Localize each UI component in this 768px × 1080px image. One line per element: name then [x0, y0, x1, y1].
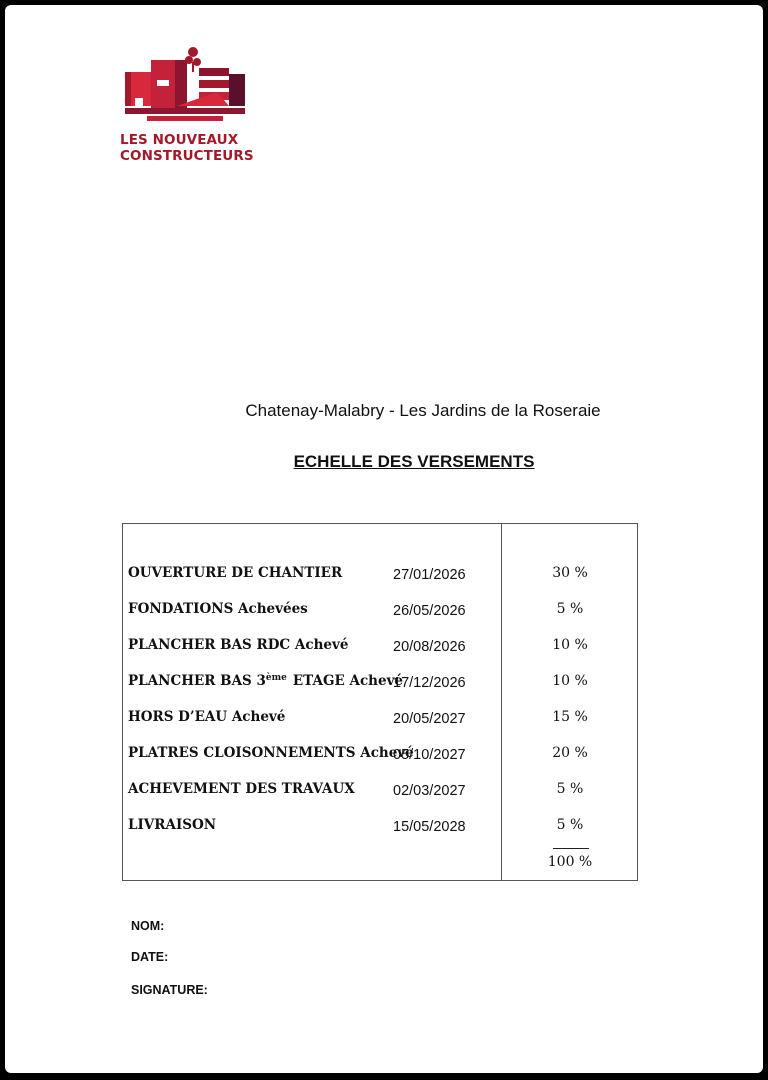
milestone-percent: 20 %: [552, 745, 588, 761]
milestone-label-suffix: ETAGE Achevé: [292, 673, 404, 689]
milestone-date: 05/10/2027: [393, 747, 466, 763]
milestone-label: ACHEVEMENT DES TRAVAUX: [128, 781, 355, 797]
milestone-date: 26/05/2026: [393, 603, 466, 619]
milestone-date: 02/03/2027: [393, 783, 466, 799]
total-percent: 100 %: [547, 854, 593, 870]
milestone-percent: 10 %: [552, 673, 588, 689]
milestone-label: LIVRAISON: [128, 817, 217, 833]
milestone-label-prefix: PLANCHER BAS 3: [128, 673, 266, 689]
logo-line-2: CONSTRUCTEURS: [120, 148, 254, 164]
project-title: Chatenay-Malabry - Les Jardins de la Roseraie: [245, 401, 601, 420]
milestone-label: FONDATIONS Achevées: [128, 601, 308, 617]
milestone-label: OUVERTURE DE CHANTIER: [128, 565, 343, 581]
payment-schedule-table: [122, 523, 638, 881]
milestone-label: PLANCHER BAS RDC Achevé: [128, 637, 349, 653]
milestone-date: 15/05/2028: [393, 819, 466, 835]
schedule-row: [123, 601, 637, 623]
milestone-label: [128, 673, 403, 689]
schedule-row: [123, 817, 637, 839]
signature-field-label: SIGNATURE:: [131, 983, 208, 997]
schedule-row: [123, 673, 637, 695]
milestone-percent: 5 %: [556, 601, 584, 617]
milestone-date: 17/12/2026: [393, 675, 466, 691]
milestone-percent: 10 %: [552, 637, 588, 653]
total-rule: [553, 848, 589, 849]
milestone-percent: 30 %: [552, 565, 588, 581]
milestone-date: 20/08/2026: [393, 639, 466, 655]
milestone-date: 20/05/2027: [393, 711, 466, 727]
milestone-date: 27/01/2026: [393, 567, 466, 583]
logo-line-1: LES NOUVEAUX: [120, 132, 239, 148]
schedule-row: [123, 745, 637, 767]
milestone-label: PLATRES CLOISONNEMENTS Achevé: [128, 745, 414, 761]
logo-wordmark: [117, 132, 267, 164]
milestone-percent: 15 %: [552, 709, 588, 725]
milestone-percent: 5 %: [556, 781, 584, 797]
schedule-row: [123, 781, 637, 803]
milestone-percent: 5 %: [556, 817, 584, 833]
milestone-label: HORS D’EAU Achevé: [128, 709, 286, 725]
document-title: ECHELLE DES VERSEMENTS: [293, 452, 535, 471]
name-field-label: NOM:: [131, 919, 165, 933]
schedule-row: [123, 709, 637, 731]
schedule-row: [123, 637, 637, 659]
document-page: [5, 5, 763, 1073]
company-logo: [117, 40, 267, 180]
milestone-label-superscript: ème: [265, 673, 287, 683]
building-logo-icon: [117, 40, 257, 130]
date-field-label: DATE:: [131, 950, 169, 964]
schedule-row: [123, 565, 637, 587]
